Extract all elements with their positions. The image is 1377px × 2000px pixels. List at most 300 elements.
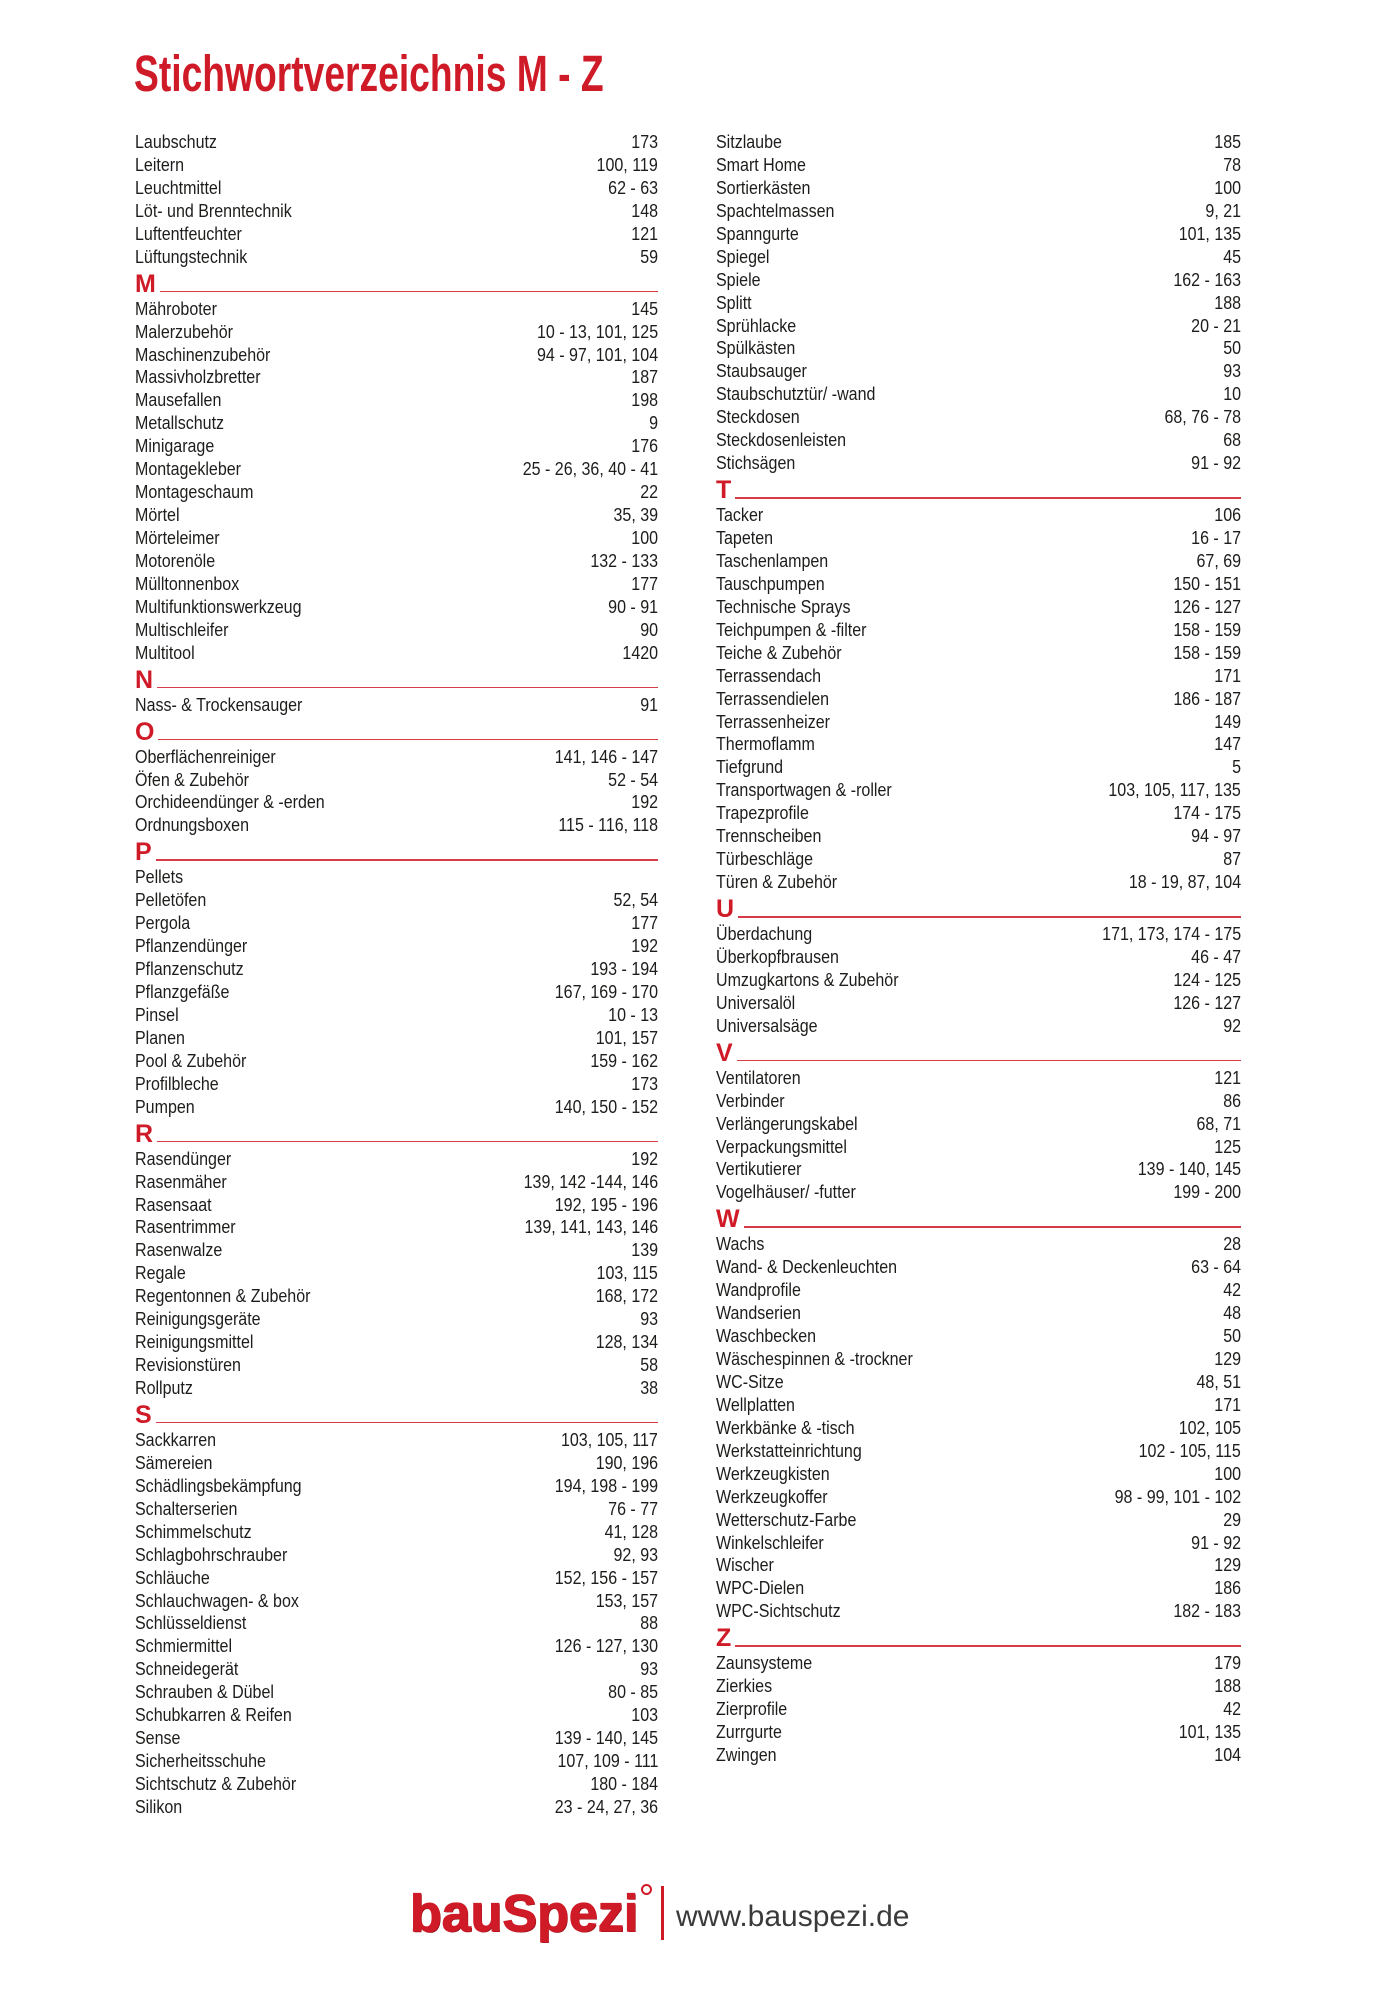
index-entry: [135, 958, 658, 981]
entry-term: Pflanzenschutz: [135, 959, 244, 980]
entry-pages: 1420: [622, 642, 658, 663]
entry-pages: 103, 105, 117: [561, 1429, 658, 1450]
index-entry: [716, 573, 1241, 596]
entry-pages: 145: [631, 298, 658, 319]
entry-pages: 45: [1223, 246, 1241, 267]
index-entry: [135, 1050, 658, 1073]
index-entry: [716, 665, 1241, 688]
index-entry: [716, 946, 1241, 969]
index-entry: [135, 1285, 658, 1308]
index-entry: [716, 1136, 1241, 1159]
entry-pages: 23 - 24, 27, 36: [554, 1796, 658, 1817]
entry-pages: 124 - 125: [1173, 969, 1241, 990]
index-entry: [135, 1354, 658, 1377]
entry-term: Spiegel: [716, 246, 770, 267]
index-entry: [716, 1600, 1241, 1623]
entry-pages: 174 - 175: [1173, 803, 1241, 824]
entry-term: Pumpen: [135, 1096, 195, 1117]
entry-pages: 50: [1223, 1326, 1241, 1347]
entry-term: Teiche & Zubehör: [716, 642, 842, 663]
section-letter: Z: [716, 1624, 732, 1653]
index-entry: [135, 458, 658, 481]
entry-term: Rasendünger: [135, 1148, 232, 1169]
index-entry: [716, 1015, 1241, 1038]
entry-pages: 162 - 163: [1173, 269, 1241, 290]
index-entry: [135, 791, 658, 814]
entry-pages: 28: [1223, 1234, 1241, 1255]
entry-term: Zwingen: [716, 1745, 777, 1765]
entry-pages: 101, 157: [595, 1027, 658, 1048]
entry-pages: 125: [1214, 1136, 1241, 1157]
index-entry: [716, 1279, 1241, 1302]
entry-pages: 59: [640, 246, 658, 267]
index-entry: [135, 1544, 658, 1567]
entry-pages: 139, 141, 143, 146: [524, 1217, 658, 1238]
index-entry: [135, 1171, 658, 1194]
entry-pages: 140, 150 - 152: [554, 1096, 658, 1117]
entry-term: Überdachung: [716, 924, 813, 944]
index-entry: [716, 315, 1241, 338]
index-entry: [135, 1750, 658, 1773]
entry-term: Wischer: [716, 1555, 774, 1576]
entry-term: Zierkies: [716, 1676, 773, 1697]
entry-term: Teichpumpen & -filter: [716, 619, 867, 640]
entry-term: Stichsägen: [716, 453, 796, 474]
entry-term: Sprühlacke: [716, 315, 797, 336]
entry-pages: 193 - 194: [590, 959, 658, 980]
entry-pages: 10 - 13: [608, 1004, 658, 1025]
index-entry: [135, 1475, 658, 1498]
index-entry: [716, 504, 1241, 527]
entry-term: Rasenmäher: [135, 1171, 227, 1192]
index-entry: [135, 866, 658, 889]
entry-term: Mähroboter: [135, 298, 217, 319]
index-entry: [135, 131, 658, 154]
entry-term: Schalterserien: [135, 1498, 238, 1519]
entry-pages: 50: [1223, 338, 1241, 359]
entry-pages: 148: [631, 200, 658, 221]
entry-term: Reinigungsmittel: [135, 1332, 254, 1353]
entry-pages: 100, 119: [596, 154, 658, 175]
entry-pages: 98 - 99, 101 - 102: [1114, 1486, 1241, 1507]
entry-pages: 68: [1223, 430, 1241, 451]
entry-pages: 192: [631, 1148, 658, 1169]
entry-term: Wellplatten: [716, 1394, 795, 1415]
section-rule: [158, 739, 658, 741]
website-url: www.bauspezi.de: [676, 1900, 910, 1933]
entry-term: Orchideendünger & -erden: [135, 792, 325, 813]
entry-pages: 192: [631, 792, 658, 813]
index-entry: [716, 246, 1241, 269]
entry-term: Zierprofile: [716, 1699, 788, 1720]
entry-term: Luftentfeuchter: [135, 223, 242, 244]
entry-pages: 179: [1214, 1653, 1241, 1674]
index-entry: [135, 573, 658, 596]
section-letter: R: [135, 1119, 154, 1148]
entry-pages: 29: [1223, 1509, 1241, 1530]
entry-pages: 90 - 91: [608, 596, 658, 617]
index-entry: [135, 1073, 658, 1096]
entry-term: Terrassenheizer: [716, 711, 830, 732]
entry-term: Staubschutztür/ -wand: [716, 384, 876, 405]
entry-term: Pool & Zubehör: [135, 1050, 247, 1071]
entry-term: Wäschespinnen & -trockner: [716, 1349, 913, 1369]
entry-pages: 126 - 127: [1173, 596, 1241, 617]
entry-term: Splitt: [716, 292, 752, 313]
entry-term: Tapeten: [716, 528, 774, 548]
entry-term: Tacker: [716, 505, 764, 526]
entry-term: Transportwagen & -roller: [716, 780, 892, 801]
entry-pages: 132 - 133: [590, 550, 658, 571]
entry-term: Mörtel: [135, 505, 180, 526]
entry-pages: 128, 134: [595, 1332, 658, 1353]
entry-term: Zaunsysteme: [716, 1653, 813, 1674]
entry-term: Universalöl: [716, 992, 796, 1013]
index-entry: [135, 1096, 658, 1119]
entry-term: Rollputz: [135, 1378, 193, 1398]
index-entry: [135, 1567, 658, 1590]
index-entry: [716, 733, 1241, 756]
index-entry: [716, 1371, 1241, 1394]
entry-term: Thermoflamm: [716, 734, 815, 755]
entry-pages: 121: [631, 223, 658, 244]
entry-pages: 94 - 97: [1191, 826, 1241, 847]
entry-pages: 171: [1214, 665, 1241, 686]
entry-pages: 48, 51: [1196, 1371, 1241, 1392]
section-rule: [744, 1226, 1241, 1228]
entry-term: Malerzubehör: [135, 321, 233, 342]
index-entry: [135, 1452, 658, 1475]
entry-pages: 103: [631, 1705, 658, 1726]
section-header: [716, 475, 1241, 504]
entry-term: Smart Home: [716, 154, 806, 175]
entry-pages: 100: [1214, 177, 1241, 198]
entry-term: Tiefgrund: [716, 757, 784, 778]
entry-pages: 103, 105, 117, 135: [1108, 780, 1241, 801]
index-entry: [716, 1532, 1241, 1555]
index-entry: [135, 1521, 658, 1544]
entry-pages: 52 - 54: [608, 769, 658, 790]
entry-term: Regentonnen & Zubehör: [135, 1286, 311, 1307]
entry-term: Überkopfbrausen: [716, 946, 839, 967]
entry-term: Schimmelschutz: [135, 1521, 252, 1542]
entry-term: Verpackungsmittel: [716, 1136, 847, 1157]
entry-term: Türbeschläge: [716, 849, 814, 870]
entry-term: Schubkarren & Reifen: [135, 1705, 292, 1726]
entry-pages: 180 - 184: [590, 1774, 658, 1794]
index-entry: [135, 1635, 658, 1658]
entry-pages: 159 - 162: [590, 1050, 658, 1071]
entry-pages: 91 - 92: [1191, 453, 1241, 474]
index-entry: [716, 802, 1241, 825]
entry-term: Sämereien: [135, 1452, 213, 1473]
entry-pages: 168, 172: [595, 1286, 658, 1307]
index-entry: [135, 1262, 658, 1285]
entry-pages: 100: [1214, 1463, 1241, 1484]
index-entry: [716, 1463, 1241, 1486]
entry-pages: 101, 135: [1178, 1722, 1241, 1743]
entry-term: Pelletöfen: [135, 890, 207, 911]
index-entry: [716, 550, 1241, 573]
entry-term: Schlagbohrschrauber: [135, 1544, 288, 1565]
index-entry: [716, 1158, 1241, 1181]
index-entry: [716, 1325, 1241, 1348]
index-entry: [135, 481, 658, 504]
entry-term: Sense: [135, 1728, 181, 1749]
entry-term: Reinigungsgeräte: [135, 1309, 261, 1330]
index-entry: [716, 154, 1241, 177]
entry-term: Universalsäge: [716, 1015, 818, 1036]
section-header: [716, 894, 1241, 923]
entry-pages: 88: [640, 1613, 658, 1634]
entry-pages: 198: [631, 390, 658, 411]
section-header: [135, 665, 658, 694]
entry-term: Technische Sprays: [716, 596, 851, 617]
index-entry: [716, 223, 1241, 246]
index-entry: [716, 923, 1241, 946]
index-entry: [716, 200, 1241, 223]
section-header: [135, 1400, 658, 1429]
entry-term: Pellets: [135, 867, 184, 888]
index-entry: [135, 435, 658, 458]
entry-pages: 107, 109 - 111: [557, 1751, 658, 1772]
logo-degree-mark: [641, 1884, 652, 1895]
section-header: [716, 1204, 1241, 1233]
entry-pages: 167, 169 - 170: [554, 982, 658, 1002]
entry-term: Mülltonnenbox: [135, 573, 240, 594]
entry-pages: 100: [631, 528, 658, 548]
bauspezi-logo: bauSpezi: [410, 1885, 639, 1943]
entry-term: Schläuche: [135, 1567, 210, 1588]
entry-pages: 52, 54: [613, 890, 658, 911]
entry-pages: 94 - 97, 101, 104: [536, 344, 658, 365]
index-entry: [716, 1348, 1241, 1371]
entry-term: Wand- & Deckenleuchten: [716, 1257, 898, 1278]
index-entry: [716, 1233, 1241, 1256]
entry-term: Minigarage: [135, 436, 215, 457]
entry-pages: 62 - 63: [608, 177, 658, 198]
entry-pages: 129: [1214, 1349, 1241, 1369]
entry-pages: 48: [1223, 1303, 1241, 1324]
index-entry: [716, 711, 1241, 734]
index-entry: [135, 1148, 658, 1171]
entry-pages: 76 - 77: [608, 1498, 658, 1519]
index-entry: [716, 642, 1241, 665]
index-entry: [135, 1027, 658, 1050]
entry-pages: 9, 21: [1205, 200, 1241, 221]
entry-term: Schlauchwagen- & box: [135, 1590, 299, 1611]
index-entry: [716, 1509, 1241, 1532]
index-entry: [135, 366, 658, 389]
entry-term: Vertikutierer: [716, 1159, 802, 1180]
index-entry: [716, 1090, 1241, 1113]
entry-term: Werkzeugkisten: [716, 1463, 830, 1484]
index-entry: [135, 1308, 658, 1331]
entry-pages: 18 - 19, 87, 104: [1128, 872, 1241, 893]
index-entry: [716, 452, 1241, 475]
index-entry: [135, 389, 658, 412]
index-entry: [135, 1377, 658, 1400]
entry-pages: 190, 196: [595, 1452, 658, 1473]
entry-term: Waschbecken: [716, 1326, 817, 1347]
section-letter: O: [135, 717, 155, 746]
entry-pages: 92, 93: [613, 1544, 658, 1565]
entry-pages: 67, 69: [1196, 550, 1241, 571]
entry-term: Montagekleber: [135, 459, 241, 480]
entry-pages: 38: [640, 1378, 658, 1398]
index-entry: [135, 981, 658, 1004]
section-letter: T: [716, 476, 732, 505]
entry-term: Verbinder: [716, 1090, 785, 1111]
entry-term: Sicherheitsschuhe: [135, 1751, 266, 1772]
entry-term: Spanngurte: [716, 223, 799, 244]
entry-pages: 91: [640, 694, 658, 715]
entry-pages: 58: [640, 1355, 658, 1376]
entry-pages: 150 - 151: [1173, 573, 1241, 594]
index-entry: [716, 848, 1241, 871]
entry-term: Rasentrimmer: [135, 1217, 236, 1238]
entry-term: Terrassendach: [716, 665, 822, 686]
entry-term: WPC-Dielen: [716, 1578, 805, 1599]
index-column-right: [716, 131, 1241, 1767]
entry-term: Mausefallen: [135, 390, 222, 411]
index-entry: [716, 1440, 1241, 1463]
entry-pages: 90: [640, 619, 658, 640]
entry-pages: 104: [1214, 1745, 1241, 1765]
section-rule: [156, 859, 658, 861]
entry-term: Profilbleche: [135, 1073, 219, 1094]
entry-term: Massivholzbretter: [135, 367, 261, 388]
index-entry: [716, 688, 1241, 711]
index-entry: [135, 412, 658, 435]
entry-term: Laubschutz: [135, 132, 217, 152]
entry-term: Spiele: [716, 269, 761, 290]
index-entry: [716, 779, 1241, 802]
entry-pages: 68, 76 - 78: [1164, 407, 1241, 428]
entry-term: Terrassendielen: [716, 688, 830, 709]
entry-term: Trapezprofile: [716, 803, 809, 824]
entry-pages: 102, 105: [1178, 1417, 1241, 1438]
section-rule: [735, 1645, 1241, 1647]
entry-term: Revisionstüren: [135, 1355, 241, 1376]
entry-term: Schmiermittel: [135, 1636, 233, 1657]
entry-term: Pergola: [135, 913, 191, 934]
section-rule: [738, 916, 1241, 918]
entry-pages: 68, 71: [1196, 1113, 1241, 1134]
entry-term: Staubsauger: [716, 361, 807, 382]
index-entry: [135, 1681, 658, 1704]
entry-pages: 182 - 183: [1173, 1601, 1241, 1622]
index-entry: [135, 1658, 658, 1681]
entry-term: Sackkarren: [135, 1429, 217, 1450]
entry-pages: 153, 157: [595, 1590, 658, 1611]
entry-term: Wetterschutz-Farbe: [716, 1509, 857, 1530]
entry-pages: 78: [1223, 154, 1241, 175]
section-rule: [737, 1060, 1241, 1062]
entry-term: Montageschaum: [135, 482, 254, 503]
index-entry: [135, 1004, 658, 1027]
entry-term: Zurrgurte: [716, 1722, 782, 1743]
entry-term: Umzugkartons & Zubehör: [716, 969, 899, 990]
entry-pages: 192: [631, 936, 658, 957]
entry-pages: 106: [1214, 505, 1241, 526]
entry-pages: 139 - 140, 145: [1137, 1159, 1241, 1180]
entry-pages: 35, 39: [613, 505, 658, 526]
entry-pages: 199 - 200: [1173, 1182, 1241, 1203]
entry-pages: 10: [1223, 384, 1241, 405]
entry-term: Schlüsseldienst: [135, 1613, 247, 1634]
index-entry: [135, 1796, 658, 1819]
entry-term: Silikon: [135, 1796, 183, 1817]
entry-pages: 171, 173, 174 - 175: [1102, 924, 1241, 944]
entry-pages: 139: [631, 1240, 658, 1261]
entry-term: Tauschpumpen: [716, 573, 825, 594]
index-entry: [135, 154, 658, 177]
index-entry: [716, 360, 1241, 383]
index-entry: [135, 814, 658, 837]
index-entry: [135, 642, 658, 665]
section-rule: [735, 497, 1241, 499]
entry-term: WPC-Sichtschutz: [716, 1601, 841, 1622]
entry-pages: 20 - 21: [1191, 315, 1241, 336]
index-entry: [716, 527, 1241, 550]
entry-pages: 139, 142 -144, 146: [523, 1171, 658, 1192]
index-entry: [716, 1256, 1241, 1279]
index-entry: [135, 912, 658, 935]
entry-pages: 188: [1214, 292, 1241, 313]
index-entry: [135, 1331, 658, 1354]
entry-pages: 42: [1223, 1280, 1241, 1301]
entry-pages: 101, 135: [1178, 223, 1241, 244]
index-entry: [716, 1394, 1241, 1417]
entry-term: Pinsel: [135, 1004, 179, 1025]
entry-term: Motorenöle: [135, 550, 216, 571]
entry-pages: 149: [1214, 711, 1241, 732]
index-entry: [135, 1429, 658, 1452]
entry-term: Steckdosenleisten: [716, 430, 847, 451]
entry-term: Türen & Zubehör: [716, 872, 838, 893]
index-entry: [135, 1727, 658, 1750]
entry-pages: 115 - 116, 118: [558, 815, 658, 836]
index-entry: [716, 1675, 1241, 1698]
index-entry: [135, 177, 658, 200]
index-entry: [135, 200, 658, 223]
entry-term: Oberflächenreiniger: [135, 746, 276, 767]
index-entry: [135, 596, 658, 619]
entry-term: Öfen & Zubehör: [135, 769, 249, 790]
section-letter: V: [716, 1038, 733, 1067]
section-letter: N: [135, 665, 154, 694]
entry-pages: 86: [1223, 1090, 1241, 1111]
entry-term: Leuchtmittel: [135, 177, 222, 198]
index-entry: [135, 344, 658, 367]
entry-term: Wandserien: [716, 1303, 801, 1324]
entry-term: Rasensaat: [135, 1194, 212, 1215]
entry-term: Spachtelmassen: [716, 200, 835, 221]
index-entry: [716, 1113, 1241, 1136]
index-entry: [135, 746, 658, 769]
entry-term: Taschenlampen: [716, 550, 829, 571]
section-letter: P: [135, 838, 152, 867]
entry-term: Schrauben & Dübel: [135, 1682, 274, 1703]
entry-pages: 41, 128: [604, 1521, 658, 1542]
section-rule: [160, 291, 658, 293]
index-entry: [716, 825, 1241, 848]
index-entry: [135, 694, 658, 717]
section-header: [135, 837, 658, 866]
entry-pages: 63 - 64: [1191, 1257, 1241, 1278]
index-entry: [716, 1652, 1241, 1675]
